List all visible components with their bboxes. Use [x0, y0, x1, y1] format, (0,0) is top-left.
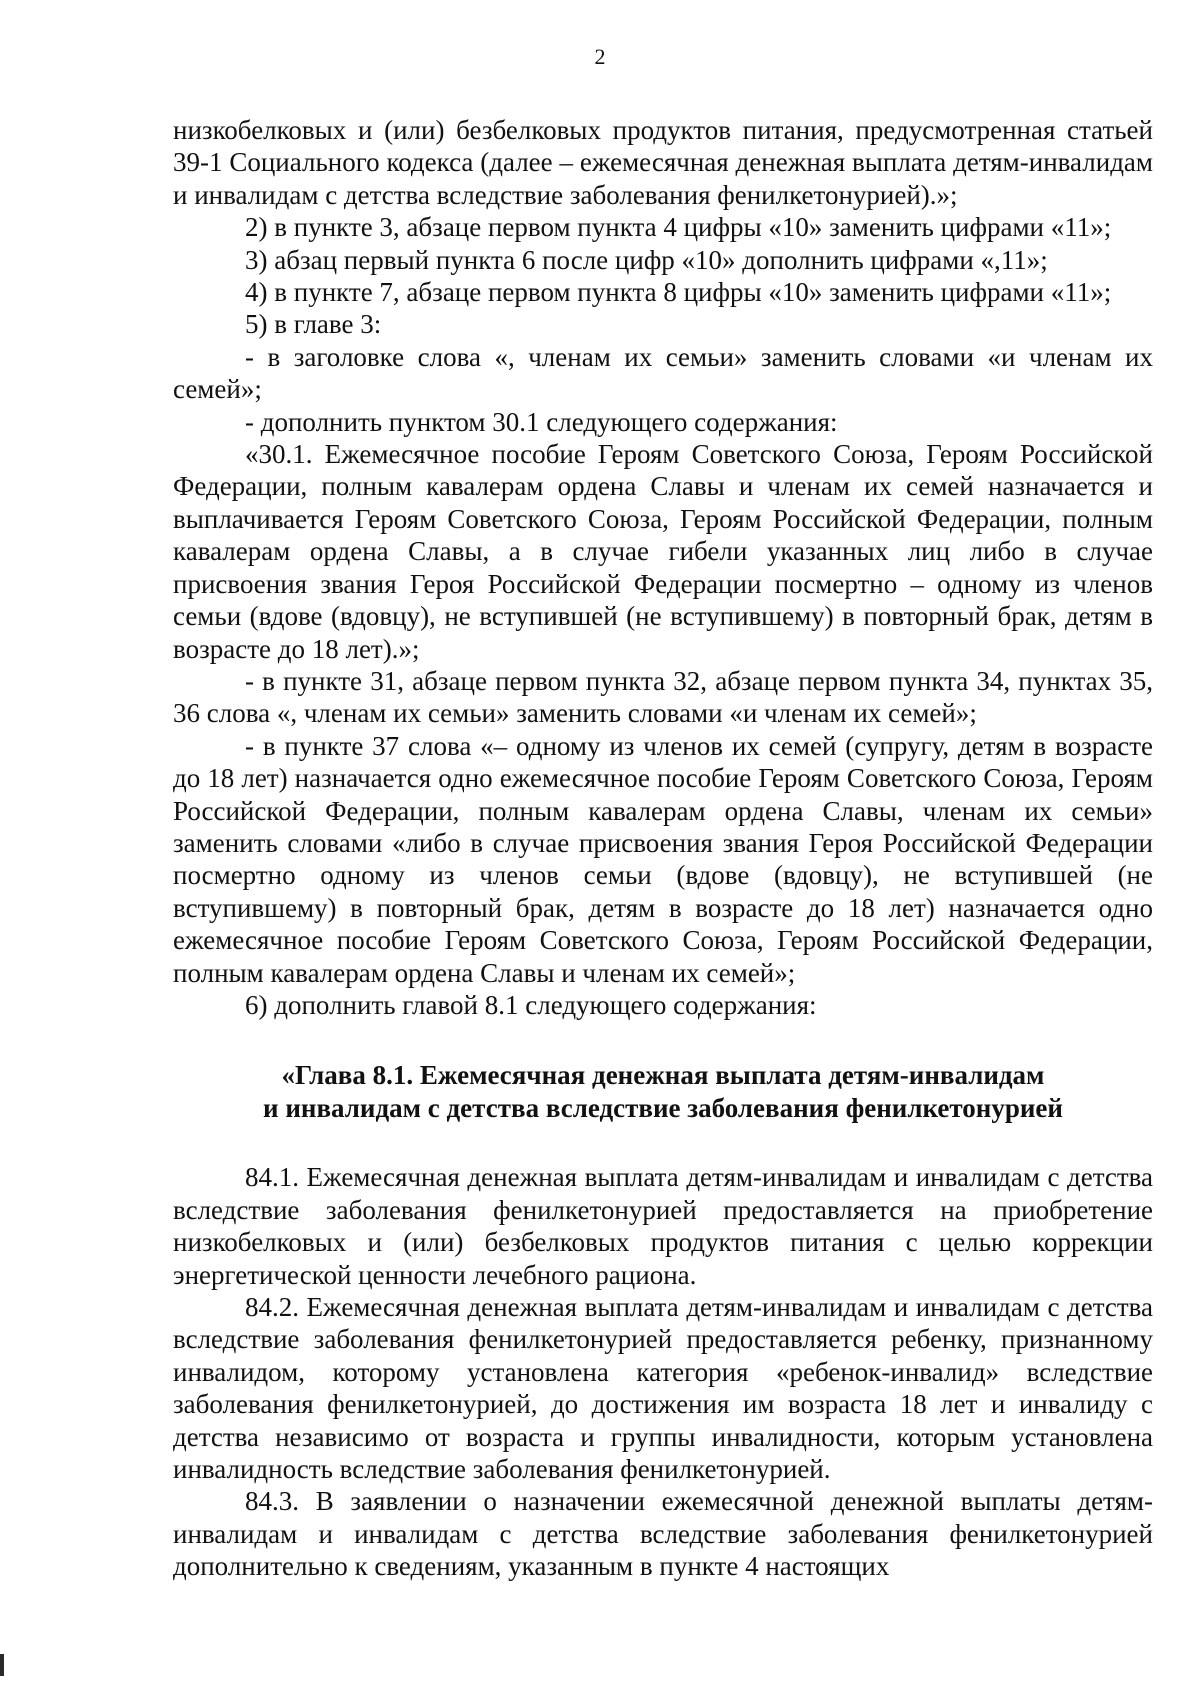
paragraph-continuation: низкобелковых и (или) безбелковых продуктов питания, предусмотренная статьей 39-1 Социального кодекса (далее – ежемесячная денежная выплата детям-инвалидам и инвалидам с детства вследствие заболевания фенилкетонурией).»;	[173, 115, 1153, 210]
page-number: 2	[594, 44, 606, 69]
paragraph-add-30-1: - дополнить пунктом 30.1 следующего содержания:	[245, 406, 838, 437]
paragraph-point-37: - в пункте 37 слова «– одному из членов их семей (супругу, детям в возрасте до 18 лет) назначается одно ежемесячное пособие Героям Советского Союза, Героям Российской Федерации, полным кавалерам ордена Славы, членам их семьи» заменить словами «либо в случае присвоения звания Героя Российской Федерации посмертно одному из членов семьи (вдове (вдовцу), не вступившей (не вступившему) в повторный брак, детям в возрасте до 18 лет) назначается одно ежемесячное пособие Героям Советского Союза, Героям Российской Федерации, полным кавалерам ордена Славы и членам их семей»;	[173, 730, 1153, 988]
document-body	[173, 114, 1153, 1583]
paragraph-item-2: 2) в пункте 3, абзаце первом пункта 4 цифры «10» заменить цифрами «11»;	[245, 212, 1112, 243]
scan-edge-mark	[0, 1654, 4, 1676]
paragraph-chapter-3-heading-change: - в заголовке слова «, членам их семьи» заменить словами «и членам их семей»;	[173, 341, 1153, 405]
chapter-title-line-1: «Глава 8.1. Ежемесячная денежная выплата детям-инвалидам	[281, 1060, 1045, 1091]
paragraph-84-2: 84.2. Ежемесячная денежная выплата детям-инвалидам и инвалидам с детства вследствие заболевания фенилкетонурией предоставляется ребенку, признанному инвалидом, которому установлена категория «ребенок-инвалид» вследствие заболевания фенилкетонурией, до достижения им возраста 18 лет и инвалиду с детства независимо от возраста и группы инвалидности, которым установлена инвалидность вследствие заболевания фенилкетонурией.	[173, 1292, 1153, 1485]
paragraph-30-1-text: «30.1. Ежемесячное пособие Героям Советского Союза, Героям Российской Федерации, полным кавалерам ордена Славы и членам их семей назначается и выплачивается Героям Советского Союза, Героям Российской Федерации, полным кавалерам ордена Славы, а в случае гибели указанных лиц либо в случае присвоения звания Героя Российской Федерации посмертно – одному из членов семьи (вдове (вдовцу), не вступившей (не вступившему) в повторный брак, детям в возрасте до 18 лет).»;	[173, 439, 1153, 664]
chapter-title	[173, 1059, 1153, 1125]
paragraph-item-3: 3) абзац первый пункта 6 после цифр «10» дополнить цифрами «,11»;	[245, 244, 1048, 275]
chapter-title-line-2: и инвалидам с детства вследствие заболевания фенилкетонурией	[263, 1093, 1063, 1124]
paragraph-84-3: 84.3. В заявлении о назначении ежемесячной денежной выплаты детям-инвалидам и инвалидам с детства вследствие заболевания фенилкетонурией дополнительно к сведениям, указанным в пункте 4 настоящих	[173, 1486, 1153, 1582]
paragraph-item-5: 5) в главе 3:	[245, 309, 382, 340]
paragraph-item-6: 6) дополнить главой 8.1 следующего содержания:	[245, 989, 817, 1020]
paragraph-84-1: 84.1. Ежемесячная денежная выплата детям-инвалидам и инвалидам с детства вследствие заболевания фенилкетонурией предоставляется на приобретение низкобелковых и (или) безбелковых продуктов питания с целью коррекции энергетической ценности лечебного рациона.	[173, 1162, 1153, 1290]
paragraph-points-31-36: - в пункте 31, абзаце первом пункта 32, абзаце первом пункта 34, пунктах 35, 36 слова «, членам их семьи» заменить словами «и членам их семей»;	[173, 665, 1153, 729]
paragraph-item-4: 4) в пункте 7, абзаце первом пункта 8 цифры «10» заменить цифрами «11»;	[245, 277, 1112, 308]
